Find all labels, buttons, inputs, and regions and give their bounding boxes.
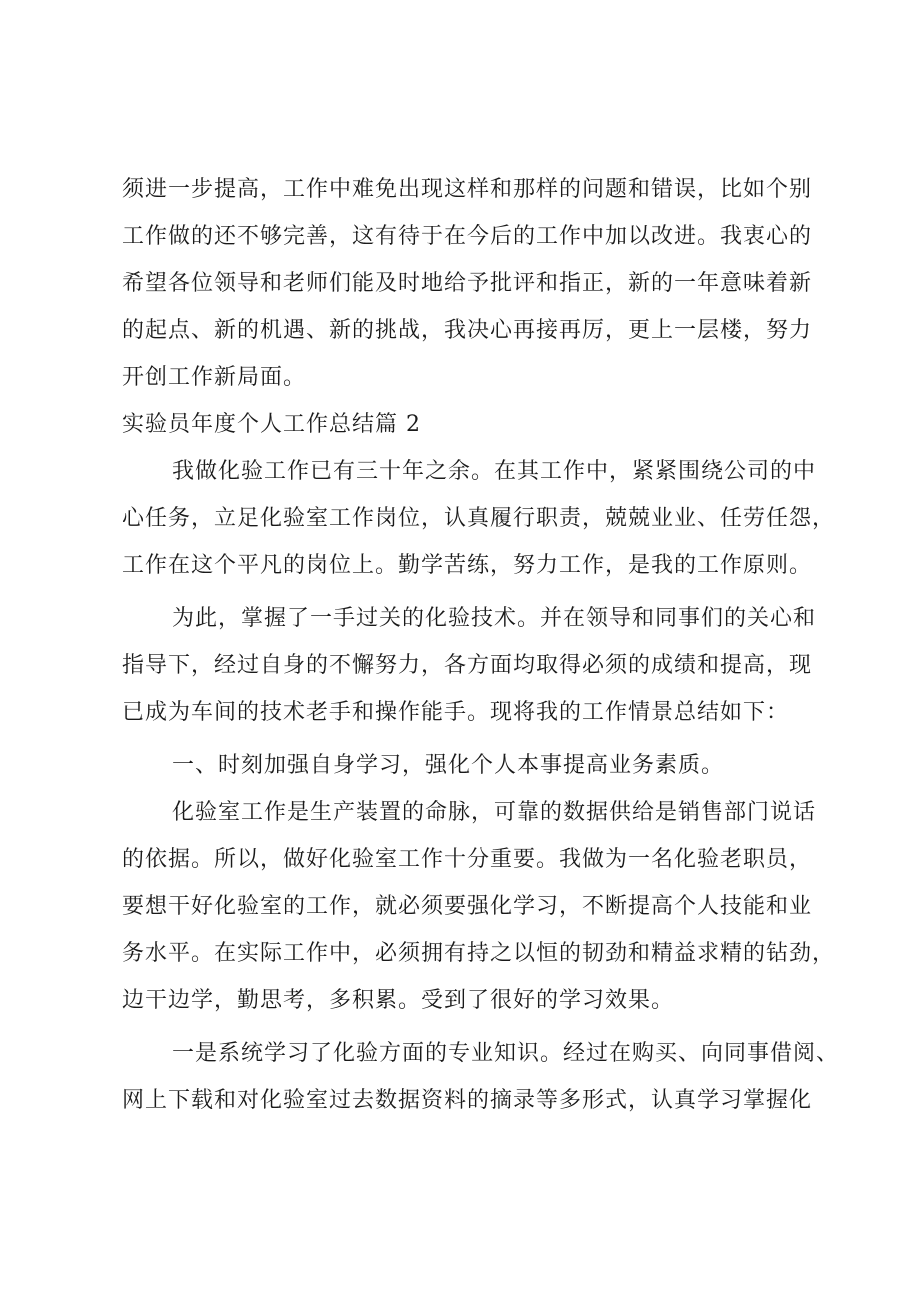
paragraph-line: 我做化验工作已有三十年之余。在其工作中，紧紧围绕公司的中 bbox=[172, 459, 817, 484]
paragraph-line: 边干边学，勤思考，多积累。受到了很好的学习效果。 bbox=[122, 988, 675, 1013]
paragraph-line: 工作做的还不够完善，这有待于在今后的工作中加以改进。我衷心的 bbox=[122, 224, 813, 249]
paragraph-line: 指导下，经过自身的不懈努力，各方面均取得必须的成绩和提高，现 bbox=[122, 653, 813, 678]
paragraph-line: 工作在这个平凡的岗位上。勤学苦练，努力工作，是我的工作原则。 bbox=[122, 553, 813, 578]
paragraph-line: 一是系统学习了化验方面的专业知识。经过在购买、向同事借阅、 bbox=[172, 1041, 840, 1066]
paragraph-line: 的依据。所以，做好化验室工作十分重要。我做为一名化验老职员， bbox=[122, 847, 813, 872]
paragraph-line: 网上下载和对化验室过去数据资料的摘录等多形式，认真学习掌握化 bbox=[122, 1088, 813, 1113]
paragraph-line: 开创工作新局面。 bbox=[122, 365, 307, 390]
paragraph-line: 为此，掌握了一手过关的化验技术。并在领导和同事们的关心和 bbox=[172, 606, 817, 631]
paragraph-line: 的起点、新的机遇、新的挑战，我决心再接再厉，更上一层楼，努力 bbox=[122, 318, 813, 343]
paragraph-line: 心任务，立足化验室工作岗位，认真履行职责，兢兢业业、任劳任怨， bbox=[122, 506, 836, 531]
paragraph-line: 一、时刻加强自身学习，强化个人本事提高业务素质。 bbox=[172, 753, 725, 778]
paragraph-line: 要想干好化验室的工作，就必须要强化学习，不断提高个人技能和业 bbox=[122, 894, 813, 919]
paragraph-line: 已成为车间的技术老手和操作能手。现将我的工作情景总结如下： bbox=[122, 700, 790, 725]
paragraph-line: 希望各位领导和老师们能及时地给予批评和指正，新的一年意味着新 bbox=[122, 271, 813, 296]
paragraph-line: 化验室工作是生产装置的命脉，可靠的数据供给是销售部门说话 bbox=[172, 800, 817, 825]
paragraph-line: 须进一步提高，工作中难免出现这样和那样的问题和错误，比如个别 bbox=[122, 177, 813, 202]
paragraph-line: 务水平。在实际工作中，必须拥有持之以恒的韧劲和精益求精的钻劲， bbox=[122, 941, 836, 966]
section-heading: 实验员年度个人工作总结篇 2 bbox=[122, 412, 421, 437]
